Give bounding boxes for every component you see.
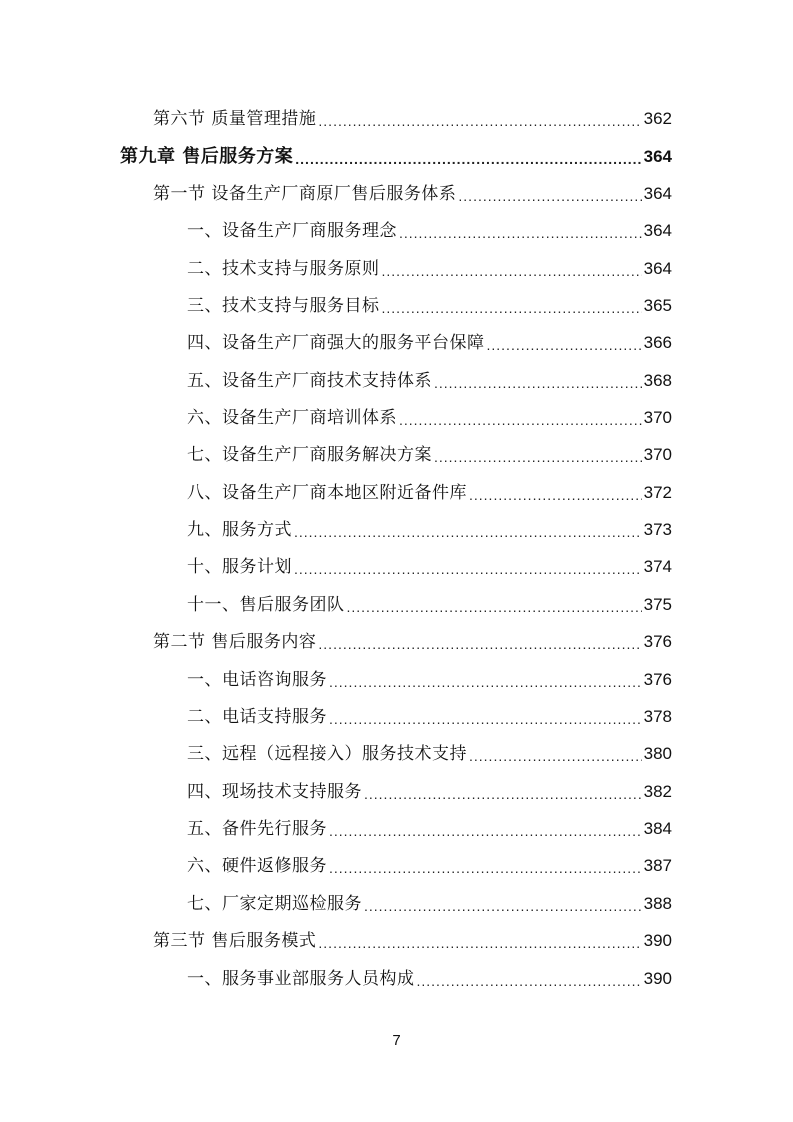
toc-entry-label: 第九章 售后服务方案 — [120, 146, 294, 167]
toc-entry-label: 三、远程（远程接入）服务技术支持 — [187, 744, 467, 764]
toc-entry-label: 一、设备生产厂商服务理念 — [187, 221, 397, 241]
toc-entry-label: 四、设备生产厂商强大的服务平台保障 — [187, 333, 485, 353]
toc-entry-page: 376 — [643, 632, 672, 651]
toc-leader-dots — [399, 411, 642, 429]
toc-leader-dots — [347, 598, 642, 616]
toc-entry-label: 六、设备生产厂商培训体系 — [187, 408, 397, 428]
toc-entry-page: 364 — [643, 259, 672, 278]
toc-chapter-entry[interactable] — [120, 138, 672, 168]
toc-entry[interactable] — [187, 847, 672, 877]
toc-entry-page: 382 — [643, 782, 672, 801]
toc-entry-label: 一、服务事业部服务人员构成 — [187, 969, 415, 989]
toc-entry-page: 374 — [643, 557, 672, 576]
toc-entry[interactable] — [153, 175, 672, 205]
toc-entry[interactable] — [153, 922, 672, 952]
toc-leader-dots — [469, 747, 642, 765]
toc-entry-label: 二、电话支持服务 — [187, 707, 327, 727]
toc-entry[interactable] — [187, 436, 672, 466]
toc-entry-label: 第三节 售后服务模式 — [153, 931, 317, 951]
toc-leader-dots — [294, 523, 642, 541]
toc-leader-dots — [318, 635, 641, 653]
toc-entry[interactable] — [187, 287, 672, 317]
toc-leader-dots — [364, 785, 642, 803]
toc-entry-page: 390 — [643, 969, 672, 988]
page-number: 7 — [392, 1032, 401, 1049]
toc-leader-dots — [469, 486, 642, 504]
toc-leader-dots — [318, 112, 641, 130]
toc-entry-label: 四、现场技术支持服务 — [187, 782, 362, 802]
toc-entry[interactable] — [187, 250, 672, 280]
toc-entry[interactable] — [153, 100, 672, 130]
toc-entry[interactable] — [187, 511, 672, 541]
toc-entry-page: 378 — [643, 707, 672, 726]
toc-entry-label: 七、厂家定期巡检服务 — [187, 894, 362, 914]
toc-leader-dots — [487, 336, 642, 354]
toc-entry-label: 五、设备生产厂商技术支持体系 — [187, 371, 432, 391]
toc-leader-dots — [364, 897, 642, 915]
toc-entry[interactable] — [187, 735, 672, 765]
toc-entry-label: 一、电话咨询服务 — [187, 670, 327, 690]
toc-entry-label: 第二节 售后服务内容 — [153, 632, 317, 652]
toc-entry-label: 第六节 质量管理措施 — [153, 109, 317, 129]
toc-entry-label: 十一、售后服务团队 — [187, 595, 345, 615]
toc-entry[interactable] — [187, 698, 672, 728]
toc-entry-label: 五、备件先行服务 — [187, 819, 327, 839]
toc-entry-label: 八、设备生产厂商本地区附近备件库 — [187, 483, 467, 503]
toc-entry-page: 368 — [643, 371, 672, 390]
toc-entry-page: 370 — [643, 445, 672, 464]
toc-leader-dots — [329, 859, 642, 877]
toc-entry-page: 384 — [643, 819, 672, 838]
toc-entry[interactable] — [187, 960, 672, 990]
toc-leader-dots — [434, 374, 642, 392]
toc-leader-dots — [382, 299, 642, 317]
toc-entry-page: 387 — [643, 856, 672, 875]
toc-entry[interactable] — [153, 623, 672, 653]
toc-entry-page: 375 — [643, 595, 672, 614]
toc-entry-page: 364 — [643, 221, 672, 240]
toc-entry-page: 366 — [643, 333, 672, 352]
toc-leader-dots — [458, 187, 641, 205]
toc-entry-page: 373 — [643, 520, 672, 539]
toc-leader-dots — [399, 224, 642, 242]
toc-entry-label: 二、技术支持与服务原则 — [187, 259, 380, 279]
toc-leader-dots — [382, 262, 642, 280]
toc-entry-label: 六、硬件返修服务 — [187, 856, 327, 876]
toc-leader-dots — [417, 972, 642, 990]
toc-entry[interactable] — [187, 212, 672, 242]
toc-leader-dots — [329, 710, 642, 728]
toc-entry[interactable] — [187, 810, 672, 840]
toc-entry[interactable] — [187, 586, 672, 616]
toc-entry[interactable] — [187, 661, 672, 691]
toc-entry[interactable] — [187, 548, 672, 578]
toc-leader-dots — [318, 934, 641, 952]
toc-entry-page: 390 — [643, 931, 672, 950]
toc-entry-page: 370 — [643, 408, 672, 427]
toc-entry[interactable] — [187, 324, 672, 354]
toc-leader-dots — [329, 822, 642, 840]
toc-entry-label: 七、设备生产厂商服务解决方案 — [187, 445, 432, 465]
toc-entry-label: 第一节 设备生产厂商原厂售后服务体系 — [153, 184, 457, 204]
toc-leader-dots — [294, 560, 642, 578]
toc-entry-page: 388 — [643, 894, 672, 913]
toc-entry-page: 380 — [643, 744, 672, 763]
toc-entry-page: 362 — [643, 109, 672, 128]
toc-entry-page: 372 — [643, 483, 672, 502]
toc-entry[interactable] — [187, 362, 672, 392]
toc-entry-label: 十、服务计划 — [187, 557, 292, 577]
toc-entry-label: 九、服务方式 — [187, 520, 292, 540]
toc-leader-dots — [295, 150, 641, 168]
toc-entry-page: 365 — [643, 296, 672, 315]
toc-leader-dots — [434, 448, 642, 466]
toc-leader-dots — [329, 673, 642, 691]
toc-entry[interactable] — [187, 474, 672, 504]
toc-entry-page: 376 — [643, 670, 672, 689]
toc-entry-page: 364 — [643, 147, 672, 166]
toc-entry-page: 364 — [643, 184, 672, 203]
toc-entry[interactable] — [187, 885, 672, 915]
toc-entry[interactable] — [187, 773, 672, 803]
toc-entry-label: 三、技术支持与服务目标 — [187, 296, 380, 316]
toc-entry[interactable] — [187, 399, 672, 429]
